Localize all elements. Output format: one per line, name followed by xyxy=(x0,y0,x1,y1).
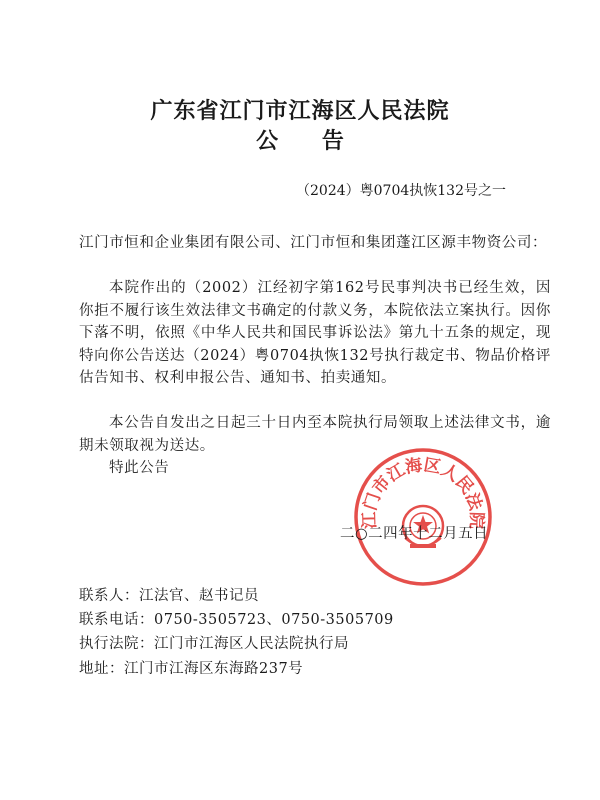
notice-paragraph-1: 本院作出的（2002）江经初字第162号民事判决书已经生效，因你拒不履行该生效法律文书确定的付款义务，本院依法立案执行。因你下落不明，依照《中华人民共和国民事诉讼法》第九十五条的规定，现特向你公告送达（2024）粤0704执恢132号执行裁定书、物品价格评估告知书、权利申报公告、通知书、拍卖通知。 xyxy=(79,280,551,386)
court-seal xyxy=(352,446,494,588)
seal-arc-text: 江门市江海区人民法院 xyxy=(359,455,487,530)
court-name-heading: 广东省江门市江海区人民法院 xyxy=(150,98,450,124)
executing-court: 执行法院：江门市江海区人民法院执行局 xyxy=(79,636,349,652)
contact-person: 联系人：江法官、赵书记员 xyxy=(79,588,259,604)
notice-paragraph-2: 本公告自发出之日起三十日内至本院执行局领取上述法律文书，逾期未领取视为送达。 xyxy=(79,415,551,454)
case-number: （2024）粤0704执恢132号之一 xyxy=(296,183,506,199)
court-address: 地址：江门市江海区东海路237号 xyxy=(79,661,304,677)
notice-closing: 特此公告 xyxy=(109,460,170,476)
notice-title: 公 告 xyxy=(256,128,362,154)
contact-phone: 联系电话：0750-3505723、0750-3505709 xyxy=(79,612,394,628)
addressee: 江门市恒和企业集团有限公司、江门市恒和集团蓬江区源丰物资公司： xyxy=(79,235,548,251)
notice-date: 二○二四年十二月五日 xyxy=(340,526,489,542)
